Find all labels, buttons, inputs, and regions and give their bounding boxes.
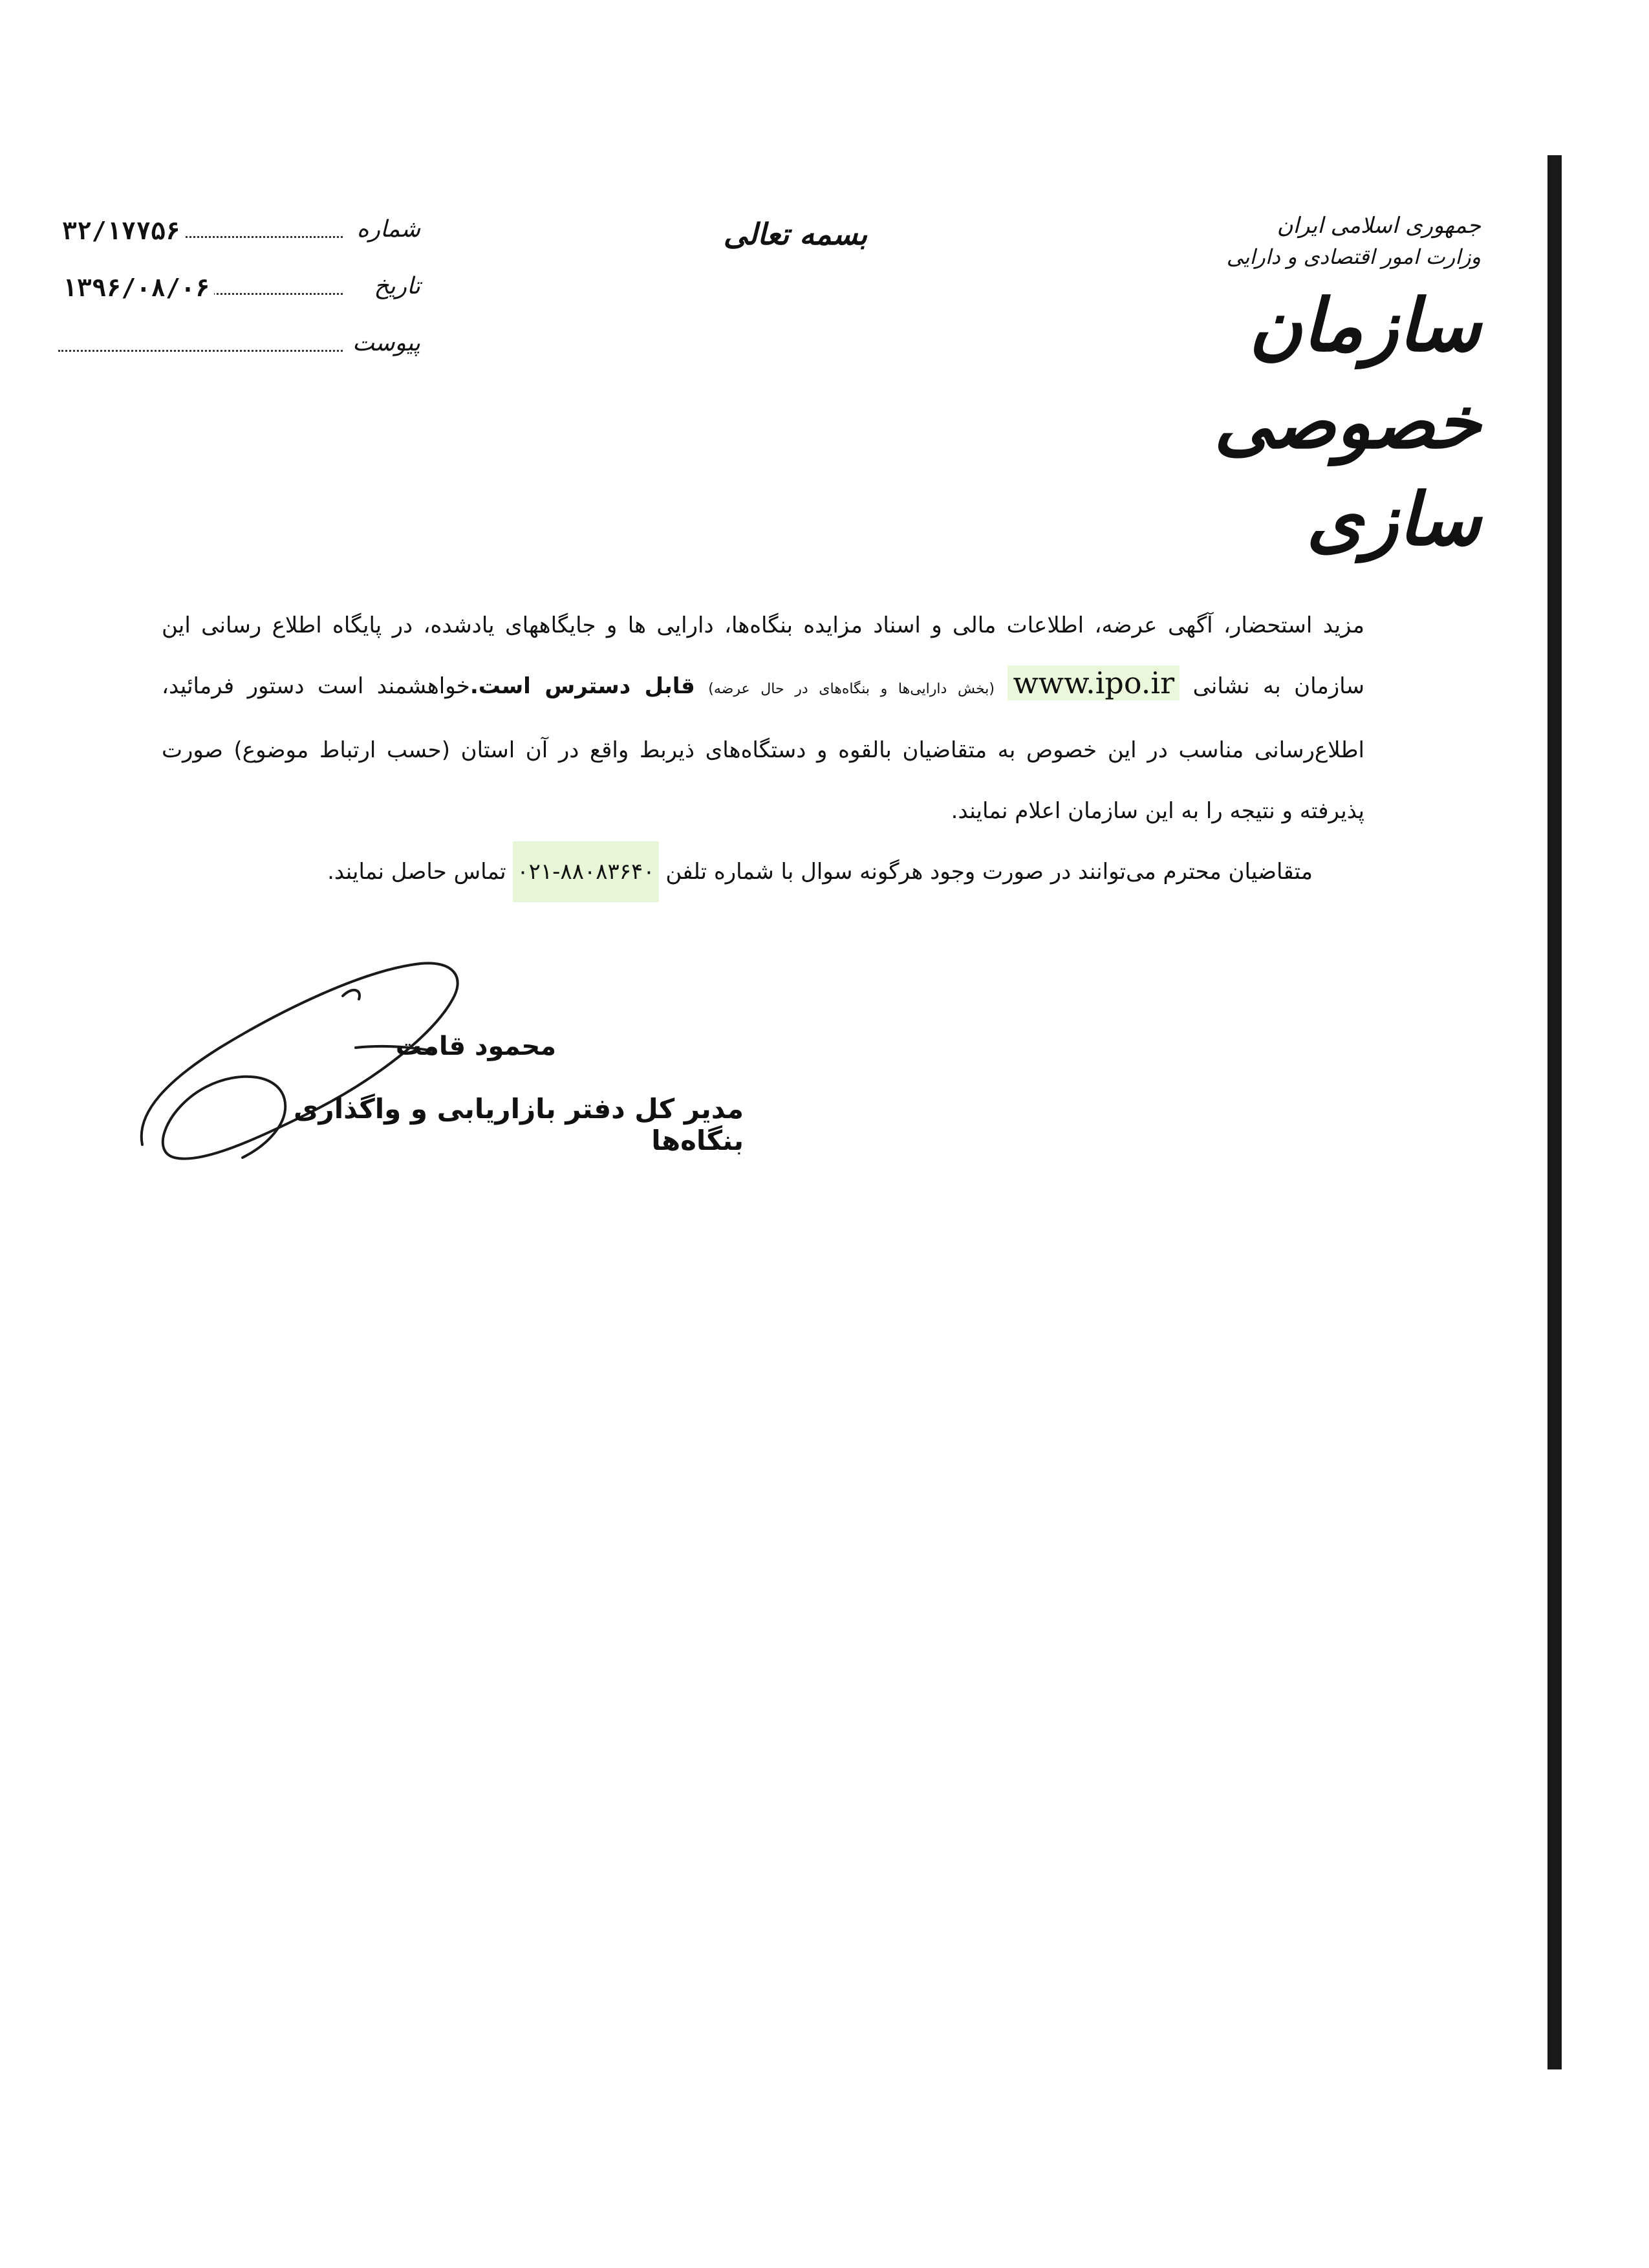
p2-text-b: تماس حاصل نمایند. [327,859,506,885]
date-label: تاریخ [374,272,420,299]
scan-edge-bar [1547,155,1562,2069]
attachment-label: پیوست [352,329,420,356]
letter-meta [58,200,420,371]
website-link[interactable]: www.ipo.ir [1008,665,1180,700]
org-name: سازمان خصوصی سازی [1214,283,1481,562]
phone-number: ۰۲۱-۸۸۰۸۳۶۴۰ [513,841,658,902]
signatory-name: محمود قامت [395,1031,556,1061]
signatory-title: مدیر کل دفتر بازاریابی و واگذاری بنگاه‌ها [294,1093,744,1156]
number-value: ۳۲/۱۷۷۵۶ [58,217,184,245]
website-note: (بخش دارایی‌ها و بنگاه‌های در حال عرضه) [708,681,995,697]
p1-text-c: خواهشمند است دستور فرمائید، اطلاع‌رسانی مناسب در این خصوص به متقاضیان بالقوه و دستگاه‌های ذیربط واقع در آن استان (حسب ارتباط موضوع) صورت پذیرفته و نتیجه را به این سازمان اعلام نمایند. [162,673,1364,824]
number-field [58,216,343,245]
meta-attachment-row [58,314,420,371]
p1-text-a: مزید استحضار، آگهی عرضه، اطلاعات مالی و اسناد مزایده بنگاه‌ها، دارایی ها و جایگاههای یادشده، در پایگاه اطلاع رسانی این سازمان به نشانی [162,612,1364,699]
attachment-field [58,334,343,352]
invocation: بسمه تعالی [723,217,868,252]
number-label: شماره [356,215,420,243]
org-ministry: وزارت امور اقتصادی و دارایی [1226,244,1481,269]
body-paragraph-1 [162,595,1364,841]
p1-text-b: قابل دسترس است. [469,673,695,699]
meta-date-row [58,257,420,314]
meta-number-row [58,200,420,257]
body-paragraph-2 [162,841,1364,902]
date-field [58,273,343,302]
letter-body [162,595,1364,902]
org-country: جمهوری اسلامی ایران [1277,213,1481,239]
date-value: ۱۳۹۶/۰۸/۰۶ [58,274,214,302]
letterhead [1028,210,1481,568]
p2-text-a: متقاضیان محترم می‌توانند در صورت وجود هرگونه سوال با شماره تلفن [665,859,1313,885]
